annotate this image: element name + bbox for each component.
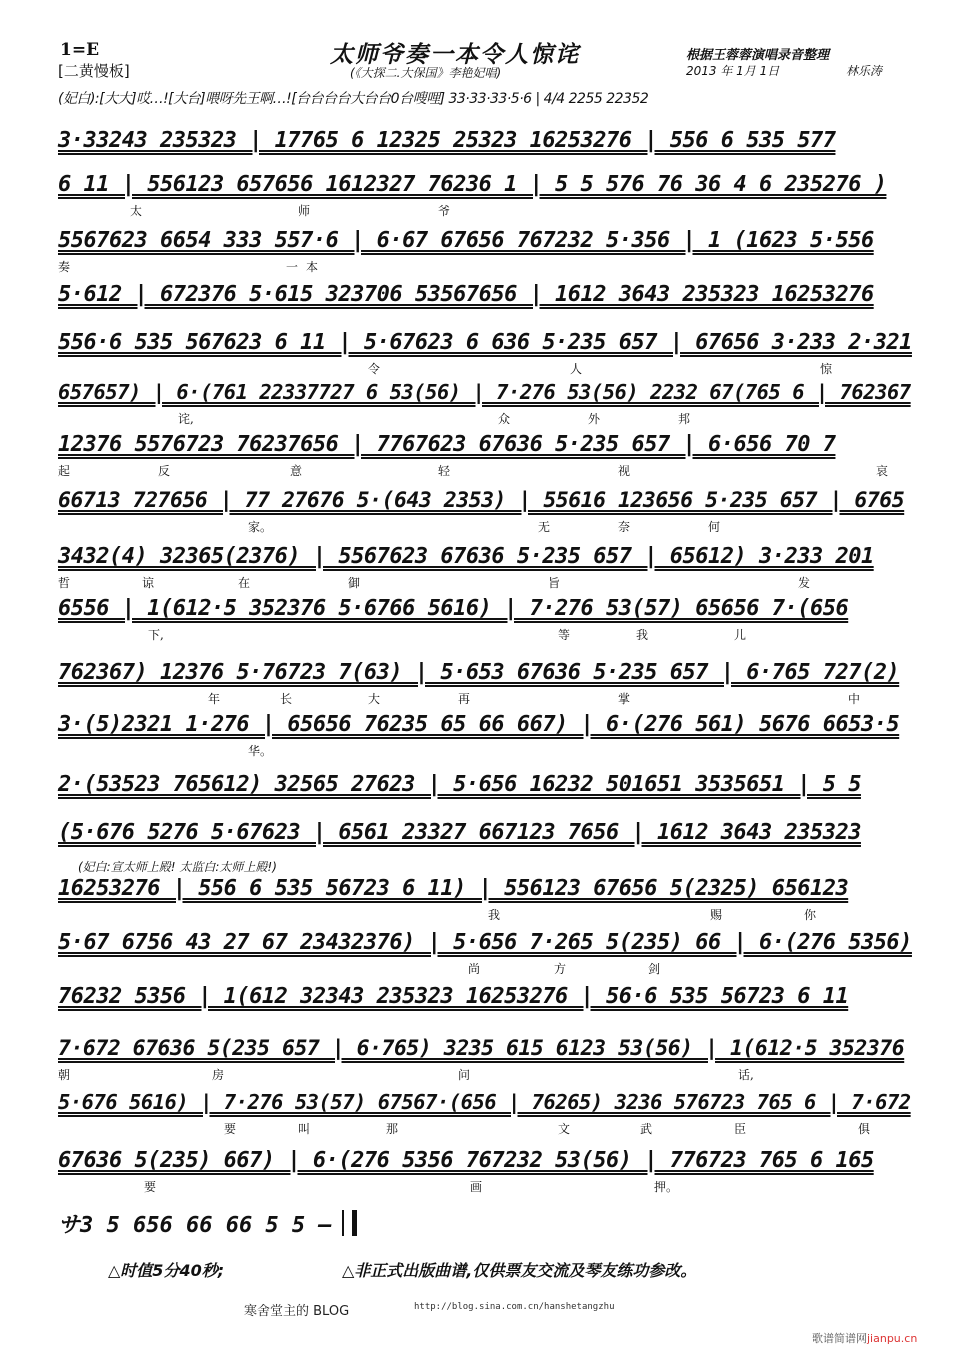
- notation: 657657) | 6·(761 22337727 6 53(56) | 7·276 53(56) 2232 67(765 6 | 762367: [58, 380, 911, 404]
- lyric-syllable: 等: [558, 628, 571, 642]
- lyric-syllable: 谅: [142, 576, 155, 590]
- notator-name: 林乐涛: [846, 64, 883, 78]
- notation: 12376 5576723 76237656 | 7767623 67636 5·235 657 | 6·656 70 7: [58, 432, 836, 457]
- score-line: [58, 1148, 914, 1194]
- tempo-marking: [二黄慢板]: [58, 62, 130, 80]
- lyric-syllable: 人: [570, 362, 583, 376]
- score-line: [58, 1036, 914, 1082]
- lyric-syllable: 下,: [148, 628, 164, 642]
- lyric-syllable: 反: [158, 464, 171, 478]
- lyric-syllable: 起: [58, 464, 71, 478]
- score-line: [58, 712, 914, 758]
- lyric-syllable: 发: [798, 576, 811, 590]
- lyric-syllable: 一: [286, 260, 299, 274]
- score-line: [58, 432, 914, 478]
- key-signature: 1=E: [60, 40, 100, 60]
- lyric-syllable: 何: [708, 520, 721, 534]
- score-line: [58, 128, 914, 168]
- lyric-syllable: 大: [368, 692, 381, 706]
- notation: 5·67 6756 43 27 67 23432376) | 5·656 7·265 5(235) 66 | 6·(276 5356): [58, 930, 912, 955]
- notation: 556·6 535 567623 6 11 | 5·67623 6 636 5·235 657 | 67656 3·233 2·321: [58, 330, 912, 355]
- lyric-syllable: 剑: [648, 962, 661, 976]
- notation: 66713 727656 | 77 27676 5·(643 2353) | 55616 123656 5·235 657 | 6765: [58, 488, 905, 513]
- transcription-credit: 根据王蓉蓉演唱录音整理: [686, 48, 830, 63]
- lyric-syllable: 要: [224, 1122, 237, 1136]
- lyric-syllable: 华。: [248, 744, 273, 758]
- lyric-syllable: 问: [458, 1068, 471, 1082]
- lyric-syllable: 本: [306, 260, 319, 274]
- notation: 2·(53523 765612) 32565 27623 | 5·656 16232 501651 3535651 | 5 5: [58, 772, 861, 797]
- lyric-syllable: 无: [538, 520, 551, 534]
- lyric-syllable: 要: [144, 1180, 157, 1194]
- lyric-syllable: 你: [804, 908, 817, 922]
- lyric-syllable: 长: [280, 692, 293, 706]
- score-line: [58, 772, 914, 812]
- blog-name: 寒舍堂主的 BLOG: [244, 1304, 350, 1319]
- notation: 762367) 12376 5·76723 7(63) | 5·653 67636 5·235 657 | 6·765 727(2): [58, 660, 900, 685]
- page-subtitle: (《大探二.大保国》李艳妃唱): [350, 66, 502, 80]
- notation: 7·672 67636 5(235 657 | 6·765) 3235 615 6123 53(56) | 1(612·5 352376: [58, 1036, 905, 1061]
- score-line: [58, 1090, 914, 1136]
- score-line: [58, 282, 914, 322]
- lyrics-row: [58, 258, 914, 274]
- lyric-syllable: 令: [368, 362, 381, 376]
- lyric-syllable: 朝: [58, 1068, 71, 1082]
- notation: 6 11 | 556123 657656 1612327 76236 1 | 5 5 576 76 36 4 6 235276 ): [58, 172, 887, 197]
- lyric-syllable: 叫: [298, 1122, 311, 1136]
- lyrics-row: [58, 1066, 914, 1082]
- lyric-syllable: 我: [488, 908, 501, 922]
- lyric-syllable: 房: [212, 1068, 225, 1082]
- lyrics-row: [58, 202, 914, 218]
- score-line: [58, 88, 914, 128]
- lyrics-row: [58, 626, 914, 642]
- lyric-syllable: 哲: [58, 576, 71, 590]
- score-line: [58, 228, 914, 274]
- lyric-syllable: 文: [558, 1122, 571, 1136]
- site-watermark: [812, 1330, 917, 1346]
- lyrics-row: [58, 462, 914, 478]
- notation: 6556 | 1(612·5 352376 5·6766 5616) | 7·276 53(57) 65656 7·(656: [58, 596, 849, 621]
- score-line: [58, 330, 914, 376]
- spoken-aside: (妃白:宣太师上殿! 太监白:太师上殿!): [78, 860, 277, 874]
- notation: (妃白):[大大]哎…![大台]喂呀先王啊…![台台台台大台台0台嗖哩] 33·33·33·5·6 | 4/4 2255 22352: [58, 91, 649, 107]
- score-line: [58, 172, 914, 218]
- lyric-syllable: 再: [458, 692, 471, 706]
- notation: 67636 5(235) 667) | 6·(276 5356 767232 53(56) | 776723 765 6 165: [58, 1148, 874, 1173]
- lyric-syllable: 众: [498, 412, 511, 426]
- end-barline: [342, 1210, 357, 1236]
- score-line: [58, 544, 914, 590]
- score-line: [58, 596, 914, 642]
- transcription-date: 2013 年 1月 1日: [686, 64, 780, 78]
- lyric-syllable: 臣: [734, 1122, 747, 1136]
- watermark-site: jianpu.cn: [867, 1332, 918, 1345]
- lyric-syllable: 话,: [738, 1068, 754, 1082]
- lyrics-row: [58, 518, 914, 534]
- lyric-syllable: 奈: [618, 520, 631, 534]
- lyric-syllable: 方: [554, 962, 567, 976]
- notation: 16253276 | 556 6 535 56723 6 11) | 556123 67656 5(2325) 656123: [58, 876, 849, 901]
- disclaimer-note: △非正式出版曲谱,仅供票友交流及琴友练功参改。: [342, 1261, 697, 1280]
- lyric-syllable: 旨: [548, 576, 561, 590]
- lyric-syllable: 轻: [438, 464, 451, 478]
- lyrics-row: [58, 742, 914, 758]
- lyrics-row: [58, 906, 914, 922]
- score-line: [58, 380, 914, 426]
- score-line: [58, 876, 914, 922]
- score-line: [58, 660, 914, 706]
- lyric-syllable: 押。: [654, 1180, 679, 1194]
- notation: 76232 5356 | 1(612 32343 235323 16253276 | 56·6 535 56723 6 11: [58, 984, 849, 1009]
- lyric-syllable: 哀: [876, 464, 889, 478]
- lyrics-row: [58, 574, 914, 590]
- lyric-syllable: 画: [470, 1180, 483, 1194]
- lyric-syllable: 奏: [58, 260, 71, 274]
- notation: 5567623 6654 333 557·6 | 6·67 67656 767232 5·356 | 1 (1623 5·556: [58, 228, 874, 253]
- lyric-syllable: 在: [238, 576, 251, 590]
- lyrics-row: [58, 690, 914, 706]
- page-title: 太师爷奏一本令人惊诧: [330, 41, 580, 68]
- score-line: [58, 488, 914, 534]
- lyric-syllable: 家。: [248, 520, 273, 534]
- lyric-syllable: 御: [348, 576, 361, 590]
- lyric-syllable: 意: [290, 464, 303, 478]
- score-line: [58, 984, 914, 1024]
- notation: (5·676 5276 5·67623 | 6561 23327 667123 7656 | 1612 3643 235323: [58, 820, 861, 845]
- lyric-syllable: 太: [130, 204, 143, 218]
- notation: 3432(4) 32365(2376) | 5567623 67636 5·235 657 | 65612) 3·233 201: [58, 544, 874, 569]
- lyric-syllable: 赐: [710, 908, 723, 922]
- lyric-syllable: 武: [640, 1122, 653, 1136]
- score-line: [58, 820, 914, 860]
- score-line: [58, 930, 914, 976]
- lyric-syllable: 那: [386, 1122, 399, 1136]
- lyric-syllable: 外: [588, 412, 601, 426]
- lyrics-row: [58, 960, 914, 976]
- notation: 5·612 | 672376 5·615 323706 53567656 | 1612 3643 235323 16253276: [58, 282, 874, 307]
- blog-url[interactable]: http://blog.sina.com.cn/hanshetangzhu: [414, 1302, 615, 1312]
- lyric-syllable: 掌: [618, 692, 631, 706]
- lyric-syllable: 诧,: [178, 412, 194, 426]
- notation: 3·(5)2321 1·276 | 65656 76235 65 66 667) | 6·(276 561) 5676 6653·5: [58, 712, 900, 737]
- lyrics-row: [58, 1120, 914, 1136]
- watermark-text: 歌谱简谱网: [812, 1332, 867, 1345]
- lyric-syllable: 邦: [678, 412, 691, 426]
- lyric-syllable: 惊: [820, 362, 833, 376]
- lyric-syllable: 师: [298, 204, 311, 218]
- lyrics-row: [58, 1178, 914, 1194]
- lyric-syllable: 年: [208, 692, 221, 706]
- final-line: サ3 5 656 66 66 5 5 —: [58, 1213, 332, 1238]
- lyrics-row: [58, 410, 914, 426]
- duration-note: △时值5分40秒;: [108, 1261, 225, 1280]
- lyrics-row: [58, 360, 914, 376]
- lyric-syllable: 儿: [734, 628, 747, 642]
- notation: 5·676 5616) | 7·276 53(57) 67567·(656 | 76265) 3236 576723 765 6 | 7·672: [58, 1090, 911, 1114]
- lyric-syllable: 爷: [438, 204, 451, 218]
- lyric-syllable: 视: [618, 464, 631, 478]
- lyric-syllable: 中: [848, 692, 861, 706]
- lyric-syllable: 俱: [858, 1122, 871, 1136]
- lyric-syllable: 我: [636, 628, 649, 642]
- lyric-syllable: 尚: [468, 962, 481, 976]
- notation: 3·33243 235323 | 17765 6 12325 25323 16253276 | 556 6 535 577: [58, 128, 836, 153]
